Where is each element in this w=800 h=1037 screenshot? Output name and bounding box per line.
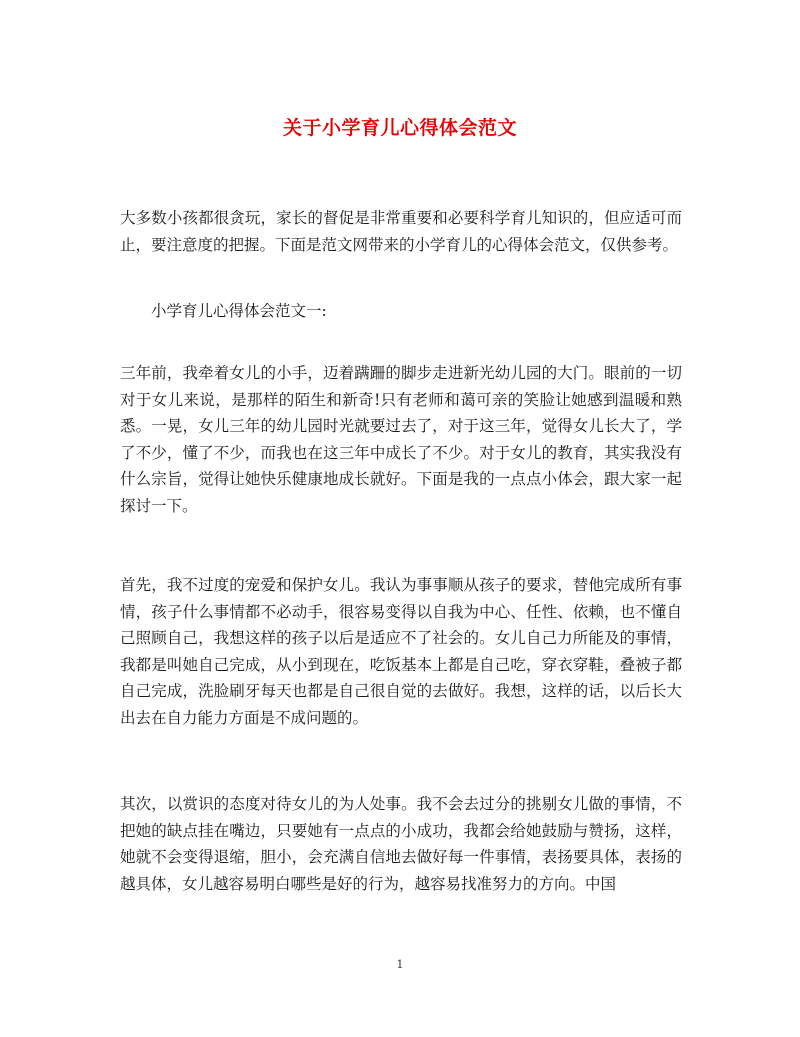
paragraph-memory: 三年前，我牵着女儿的小手，迈着蹒跚的脚步走进新光幼儿园的大门。眼前的一切对于女儿来说，是那样的陌生和新奇!只有老师和蔼可亲的笑脸让她感到温暖和熟悉。一晃，女儿三年的幼儿园时光就要过去了，对于这三年，觉得女儿长大了，学了不少，懂了不少，而我也在这三年中成长了不少。对于女儿的教育，其实我没有什么宗旨，觉得让她快乐健康地成长就好。下面是我的一点点小体会，跟大家一起探讨一下。 <box>120 364 682 515</box>
document-title: 关于小学育儿心得体会范文 <box>282 117 517 139</box>
section-heading: 小学育儿心得体会范文一: <box>151 302 327 320</box>
page-number: 1 <box>396 958 404 971</box>
paragraph-first-point: 首先，我不过度的宠爱和保护女儿。我认为事事顺从孩子的要求，替他完成所有事情，孩子什么事情都不必动手，很容易变得以自我为中心、任性、依赖，也不懂自己照顾自己，我想这样的孩子以后是适应不了社会的。女儿自己力所能及的事情，我都是叫她自己完成，从小到现在，吃饭基本上都是自己吃，穿衣穿鞋，叠被子都自己完成，洗脸刷牙每天也都是自己很自觉的去做好。我想，这样的话，以后长大出去在自力能力方面是不成问题的。 <box>120 576 682 727</box>
paragraph-second-point: 其次，以赏识的态度对待女儿的为人处事。我不会去过分的挑剔女儿做的事情，不把她的缺点挂在嘴边，只要她有一点点的小成功，我都会给她鼓励与赞扬，这样，她就不会变得退缩，胆小，会充满自信地去做好每一件事情，表扬要具体，表扬的越具体，女儿越容易明白哪些是好的行为，越容易找准努力的方向。中国 <box>120 795 682 893</box>
paragraph-intro: 大多数小孩都很贪玩，家长的督促是非常重要和必要科学育儿知识的，但应适可而止，要注意度的把握。下面是范文网带来的小学育儿的心得体会范文，仅供参考。 <box>120 209 682 254</box>
